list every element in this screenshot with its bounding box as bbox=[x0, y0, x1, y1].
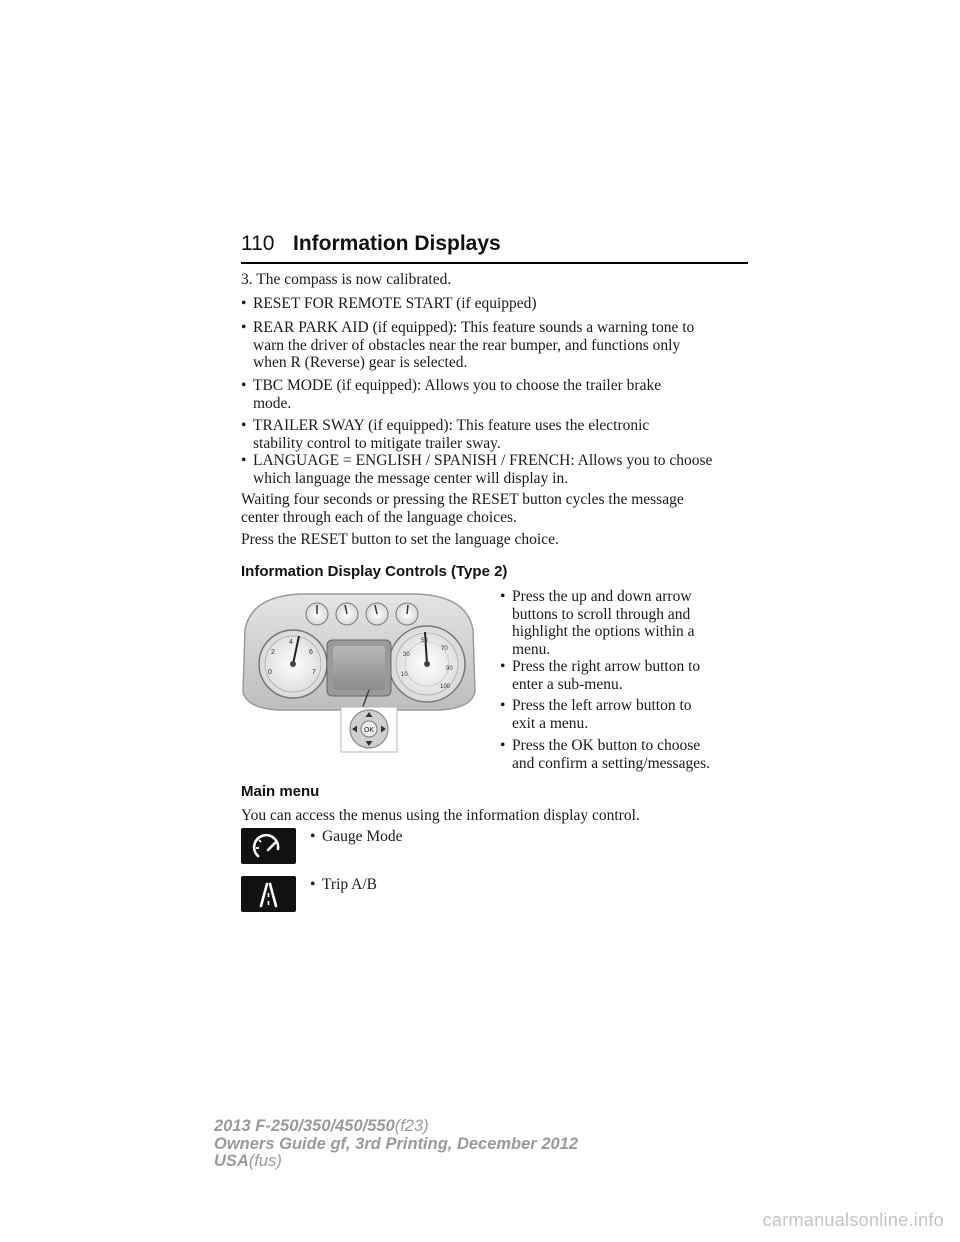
cluster-graphic bbox=[241, 592, 477, 754]
watermark: carmanualsonline.info bbox=[762, 1210, 944, 1230]
svg-text:100: 100 bbox=[440, 684, 451, 690]
main-menu-heading: Main menu bbox=[241, 783, 320, 800]
footer-region: USA bbox=[214, 1152, 249, 1170]
svg-text:30: 30 bbox=[403, 652, 410, 658]
main-menu-intro: You can access the menus using the information display control. bbox=[241, 807, 640, 824]
gauge-mode-icon bbox=[241, 828, 296, 864]
instrument-cluster-illustration bbox=[241, 592, 477, 754]
document-footer bbox=[214, 1118, 578, 1171]
svg-text:6: 6 bbox=[309, 649, 313, 656]
svg-text:4: 4 bbox=[289, 639, 293, 646]
footer-region-code: (fus) bbox=[248, 1152, 282, 1170]
svg-text:50: 50 bbox=[421, 638, 428, 644]
page-number: 110 bbox=[241, 232, 275, 255]
svg-text:7: 7 bbox=[312, 669, 316, 676]
footer-model-code: (f23) bbox=[394, 1117, 429, 1135]
controls-heading: Information Display Controls (Type 2) bbox=[241, 563, 508, 580]
trip-road-icon bbox=[241, 876, 296, 912]
svg-text:10: 10 bbox=[401, 672, 408, 678]
svg-text:90: 90 bbox=[446, 666, 453, 672]
paragraph-waiting: Waiting four seconds or pressing the RESET button cycles the message center through each of the language choices. bbox=[241, 491, 684, 526]
paragraph-press-reset: Press the RESET button to set the language choice. bbox=[241, 531, 559, 548]
tachometer-gauge bbox=[259, 630, 327, 698]
speedometer-gauge bbox=[389, 626, 465, 702]
page-header bbox=[241, 232, 748, 264]
svg-text:70: 70 bbox=[441, 646, 448, 652]
svg-text:2: 2 bbox=[271, 649, 275, 656]
svg-text:0: 0 bbox=[268, 669, 272, 676]
ok-label: OK bbox=[363, 727, 375, 734]
footer-guide: Owners Guide gf, 3rd Printing, December 2012 bbox=[214, 1134, 579, 1153]
section-title: Information Displays bbox=[293, 232, 501, 255]
footer-model: 2013 F-250/350/450/550 bbox=[214, 1117, 395, 1135]
intro-line: 3. The compass is now calibrated. bbox=[241, 271, 452, 288]
message-center-screen bbox=[333, 646, 385, 690]
